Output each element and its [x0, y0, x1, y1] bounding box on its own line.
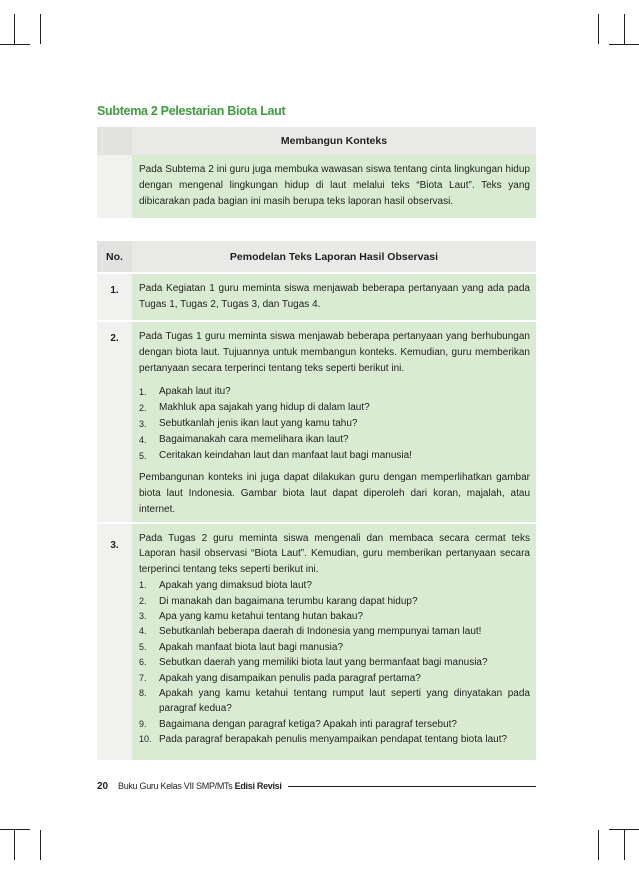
list-item-text: Apakah manfaat biota laut bagi manusia? — [159, 641, 344, 653]
crop-mark — [598, 830, 599, 860]
list-item — [139, 686, 530, 717]
table-row — [97, 274, 536, 320]
pemodelan-header-row — [97, 241, 536, 272]
list-item-number: 1. — [139, 580, 147, 591]
list-item — [139, 671, 530, 686]
edition-label: Edisi Revisi — [234, 781, 282, 791]
konteks-text: Pada Subtema 2 ini guru juga membuka wawasan siswa tentang cinta lingkungan hidup dengan mengenal lingkungan hidup di laut melalui teks “Biota Laut”. Teks yang dibicarakan pada bagian ini masih berupa teks laporan hasil observasi. — [139, 164, 530, 207]
list-item — [139, 416, 530, 432]
list-item — [139, 732, 530, 747]
list-item — [139, 400, 530, 416]
list-item — [139, 384, 530, 400]
table-row — [97, 322, 536, 522]
list-item-number: 5. — [139, 641, 147, 652]
list-item-text: Ceritakan keindahan laut dan manfaat laut bagi manusia! — [159, 450, 412, 461]
list-item-text: Di manakah dan bagaimana terumbu karang dapat hidup? — [159, 595, 418, 607]
konteks-header-row — [97, 127, 536, 155]
list-item-number: 4. — [139, 626, 147, 637]
row-intro: Pada Tugas 2 guru meminta siswa mengenali dan membaca secara cermat teks Laporan hasil observasi “Biota Laut”. Kemudian, guru memberikan pertanyaan secara terperinci tentang teks seperti berikut ini. — [139, 533, 530, 575]
crop-mark — [609, 44, 639, 45]
list-item-number: 9. — [139, 718, 147, 729]
list-item-text: Sebutkanlah beberapa daerah di Indonesia yang mempunyai taman laut! — [159, 626, 482, 638]
list-item-number: 8. — [139, 688, 147, 699]
row-number: 1. — [97, 274, 132, 320]
footer-rule — [288, 786, 536, 787]
book-title: Buku Guru Kelas VII SMP/MTs — [118, 781, 233, 791]
crop-mark — [14, 14, 15, 44]
crop-mark — [0, 829, 30, 830]
footer-book-title — [118, 781, 282, 791]
list-item-number: 3. — [139, 611, 147, 622]
konteks-no-cell — [97, 155, 132, 218]
list-item-number: 3. — [139, 419, 147, 429]
crop-mark — [14, 830, 15, 860]
crop-mark — [40, 830, 41, 860]
list-item-number: 2. — [139, 403, 147, 413]
list-item-text: Apakah yang dimaksud biota laut? — [159, 580, 312, 592]
list-item — [139, 640, 530, 655]
konteks-body — [132, 155, 536, 218]
list-item — [139, 448, 530, 464]
question-list — [139, 578, 530, 747]
question-list — [139, 384, 530, 464]
list-item-text: Apakah yang disampaikan penulis pada paragraf pertama? — [159, 672, 421, 684]
konteks-header-no-cell — [97, 127, 132, 155]
list-item-text: Makhluk apa sajakah yang hidup di dalam laut? — [159, 402, 370, 413]
pemodelan-header: Pemodelan Teks Laporan Hasil Observasi — [229, 250, 439, 263]
list-item-text: Apa yang kamu ketahui tentang hutan bakau? — [159, 611, 364, 623]
list-item-number: 5. — [139, 451, 147, 461]
row-outro: Pembangunan konteks ini juga dapat dilakukan guru dengan memperlihatkan gambar biota laut Indonesia. Gambar biota laut dapat diperoleh dari koran, majalah, atau internet. — [139, 472, 530, 515]
row-number: 3. — [97, 524, 132, 760]
list-item-number: 4. — [139, 435, 147, 445]
list-item — [139, 578, 530, 593]
section-title: Subtema 2 Pelestarian Biota Laut — [97, 104, 286, 118]
col-no-header: No. — [97, 241, 132, 272]
list-item-number: 1. — [139, 387, 147, 397]
list-item-text: Pada paragraf berapakah penulis menyampaikan pendapat tentang biota laut? — [159, 734, 508, 746]
konteks-row — [97, 155, 536, 218]
list-item-number: 7. — [139, 672, 147, 683]
list-item — [139, 717, 530, 732]
crop-mark — [0, 44, 30, 45]
list-item-text: Apakah yang kamu ketahui tentang rumput laut seperti yang dinyatakan pada paragraf kedua? — [159, 688, 530, 715]
list-item — [139, 594, 530, 609]
row-body — [132, 524, 536, 760]
list-item-number: 6. — [139, 657, 147, 668]
list-item-number: 2. — [139, 595, 147, 606]
list-item-text: Bagaimana dengan paragraf ketiga? Apakah inti paragraf tersebut? — [159, 718, 457, 730]
crop-mark — [598, 14, 599, 44]
row-number: 2. — [97, 322, 132, 522]
list-item — [139, 609, 530, 624]
konteks-header: Membangun Konteks — [280, 135, 388, 147]
crop-mark — [40, 14, 41, 44]
list-item-text: Sebutkan daerah yang memiliki biota laut yang bermanfaat bagi manusia? — [159, 657, 488, 669]
list-item — [139, 624, 530, 639]
row-body — [132, 322, 536, 522]
crop-mark — [624, 14, 625, 44]
list-item — [139, 655, 530, 670]
list-item — [139, 432, 530, 448]
row-intro: Pada Tugas 1 guru meminta siswa menjawab beberapa pertanyaan yang berhubungan dengan biota laut. Tujuannya untuk membangun konteks. Kemudian, guru memberikan pertanyaan secara terperinci tentang teks seperti berikut ini. — [139, 331, 530, 374]
page-number: 20 — [97, 781, 109, 792]
table-row — [97, 524, 536, 760]
crop-mark — [624, 830, 625, 860]
row-intro: Pada Kegiatan 1 guru meminta siswa menjawab beberapa pertanyaan yang ada pada Tugas 1, Tugas 2, Tugas 3, dan Tugas 4. — [139, 283, 530, 310]
list-item-text: Sebutkanlah jenis ikan laut yang kamu tahu? — [159, 418, 358, 429]
list-item-text: Bagaimanakah cara memelihara ikan laut? — [159, 434, 349, 445]
list-item-text: Apakah laut itu? — [159, 386, 231, 397]
list-item-number: 10. — [139, 734, 152, 745]
row-body — [132, 274, 536, 320]
